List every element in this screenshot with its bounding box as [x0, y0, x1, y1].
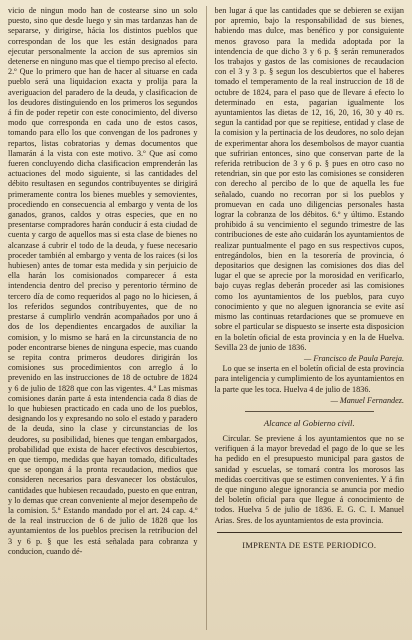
- left-column: [8, 6, 198, 630]
- imprint: IMPRENTA DE ESTE PERIODICO.: [242, 540, 377, 550]
- section-title: Alcance al Gobierno civil.: [263, 417, 355, 428]
- column-divider: [206, 6, 207, 630]
- signature-1: — Francisco de Paula Pareja.: [304, 353, 405, 363]
- left-paragraph: vicio de ningun modo han de costearse sino un solo puesto, sino que desde luego y sin mas tardanzas han de separarse, y dirigirse, hácia los distintos pueblos que correspondan de los que les están designados para ejecutar personalmente la accion de sus apremios sin detenerse en ninguno mas que el tiempo preciso al efecto. 2.º Que lo primero que han de hacer al situarse en cada pueblo será una liquidacion exacta y prolija para la averiguacion del paradero de la deuda, y clasificacion de los deudores distinguiendo en los primeros los segundos á fin de poder repetir con este conocimiento, del diverso modo que corresponda en cada uno de estos casos, tomando para ello los que convengan de los padrones y repartos, listas cobratorias y demas documentos que llamarán á la vista con este motivo. 3.º Que así como fueren concluyendo dicha clasificacion emprenderán las actuaciones del modo siguiente, si las cantidades del débito resultasen en segundos contribuyentes se dirigirá primeramente contra los bienes muebles y semovientes, procediendo en consecuencia al embargo y venta de los ganados, granos, caldos y otras especies, que en no presentarse compradores harán conducir á esta ciudad de cuenta y cargo de aquellos mas si esta clase de bienes no alcanzase á cubrir el todo de la deuda, y fuese necesario proceder también al embargo y venta de los raices (si los hubiesen) antes de tomar esta medida y sin perjuicio de ella harán los comisionados comparecer á esta intendencia dentro del preciso y perentorio término de tercero día de como requeridos al pago no lo hiciesen, á los referidos segundos contribuyentes, que de no prestarse á cumplirlo vendrán acompañados por uno á dos de los dependientes encargados de auxiliar la comision, y lo mismo se hará en la circunstancia de no poder encontrarse bienes de ninguna especie, mas cuando se repita contra primeros deudores dirigirán los comisiones sus procedimientos con arreglo á lo prevenido en las instrucciones de 18 de octubre de 1824 y 6 de julio de 1828 que con las vigentes. 4.º Las mismas comisiones darán parte á esta intendencia cada 8 dias de lo que hubiesen practicado en cada uno de los pueblos, designando los y expresando no solo el estado y paradero de la deuda, sino la clase y circunstancias de los deudores, su posibilidad, bienes que tengan embargados, probabilidad que exista de hacer efectivos descubiertos, en que tiempo, medidas que hayan tomado, dificultades que se opongan á la pronta recaudacion, medios que consideren necesarios para desvanecer los obstáculos, cantidades que hubiesen recaudado, puesto en que entran, y lo demas que crean conveniente al mejor desempeño de la comision. 5.º Estando mandado por el art. 24 cap. 4.º de la real instruccion de 6 de julio de 1828 que los ayuntamientos de los pueblos precisen la retribucion del 3 y 6 p. § que les está señalada para cobranza y conducion, cuando dé-: [8, 6, 198, 556]
- right-paragraph-1: ben lugar á que las cantidades que se debieren se exijan por apremio, bajo la responsabilidad de sus bienes, habiendo mas dulce, mas benéfico y por consiguiente menos gravoso para la medida adoptada por la intendencia de que dicho 3 y 6 p. § serán remunerados los trabajos y gastos de las comisiones de recaudacion con el 3 y 3 p. § segun los descubiertos que el haberes tomado el temperamento de la real instruccion de 18 de octubre de 1824, para el paso que de llevare á efecto lo determinado en esta, pagarian igualmente los ayuntamientos las dietas de 12, 16, 20, 16, 30 y 40 rs. segun la cantidad por que se repitiese, entidad y clase de la comision y la pertinacia de los deudores, no solo dejan de experimentar ahora los desembolsos de mayor cuantia que sufririan entonces, sino que conservan parte de la referida retribucion de 3 y 6 p. § pues en otro caso no retendrian, sin que por esto las comisiones se consideren con derecho al percibo de lo que de aquella les fue señalado, cuando no recorran por si los pueblos y promuevan en cada uno diligencias personales hasta lograr la cobranza de los débitos. 6.º y último. Estando prohibido á su vencimiento el segundo trimestre de las contribuciones de este año cuidarán los ayuntamientos de realizar puntualmente el pago en sus respectivos cupos, entregándolos, bien en la tesorería de provincia, ó depositarios que designen las comisiones dos dias del lugar el que se aprecie por la morosidad en verificarlo, bajo cuyas reglas deberán proceder asi las comisiones como los ayuntamientos de los pueblos, para cuyo conocimiento y que no aleguen ignorancia se evite así mismo las continuas retardaciones que se promueve en sobre el particular se dispuesto se inserte esta disposicion en la boletín oficial de esta provincia y en la de Huelva. Sevilla 23 de junio de 1836.: [214, 6, 405, 352]
- right-column: [215, 6, 405, 630]
- circular-paragraph: Circular. Se previene á los ayuntamientos que no se verifiquen á la mayor brevedad el pago de lo que se les ha pedido en el presupuesto municipal para gastos de sanidad y escuelas, se tomará contra los morosos las medidas coercitivas que se estimen convenientes. Y á fin de que ninguno alegue ignorancia se anuncia por medio del boletín oficial para que llegue á conocimiento de todos. Huelva 5 de julio de 1836. E. G. C. I. Manuel Arias. Sres. de los ayuntamientos de esta provincia.: [214, 433, 405, 525]
- columns: [8, 6, 404, 630]
- imprint-rule: [217, 532, 403, 533]
- right-paragraph-2: Lo que se inserta en el boletín oficial de esta provincia para inteligencia y cumplimiento de los ayuntamientos en la parte que les toca. Huelva 4 de julio de 1836.: [214, 364, 405, 394]
- signature-2: — Manuel Fernandez.: [330, 395, 405, 405]
- section-rule: [245, 411, 375, 412]
